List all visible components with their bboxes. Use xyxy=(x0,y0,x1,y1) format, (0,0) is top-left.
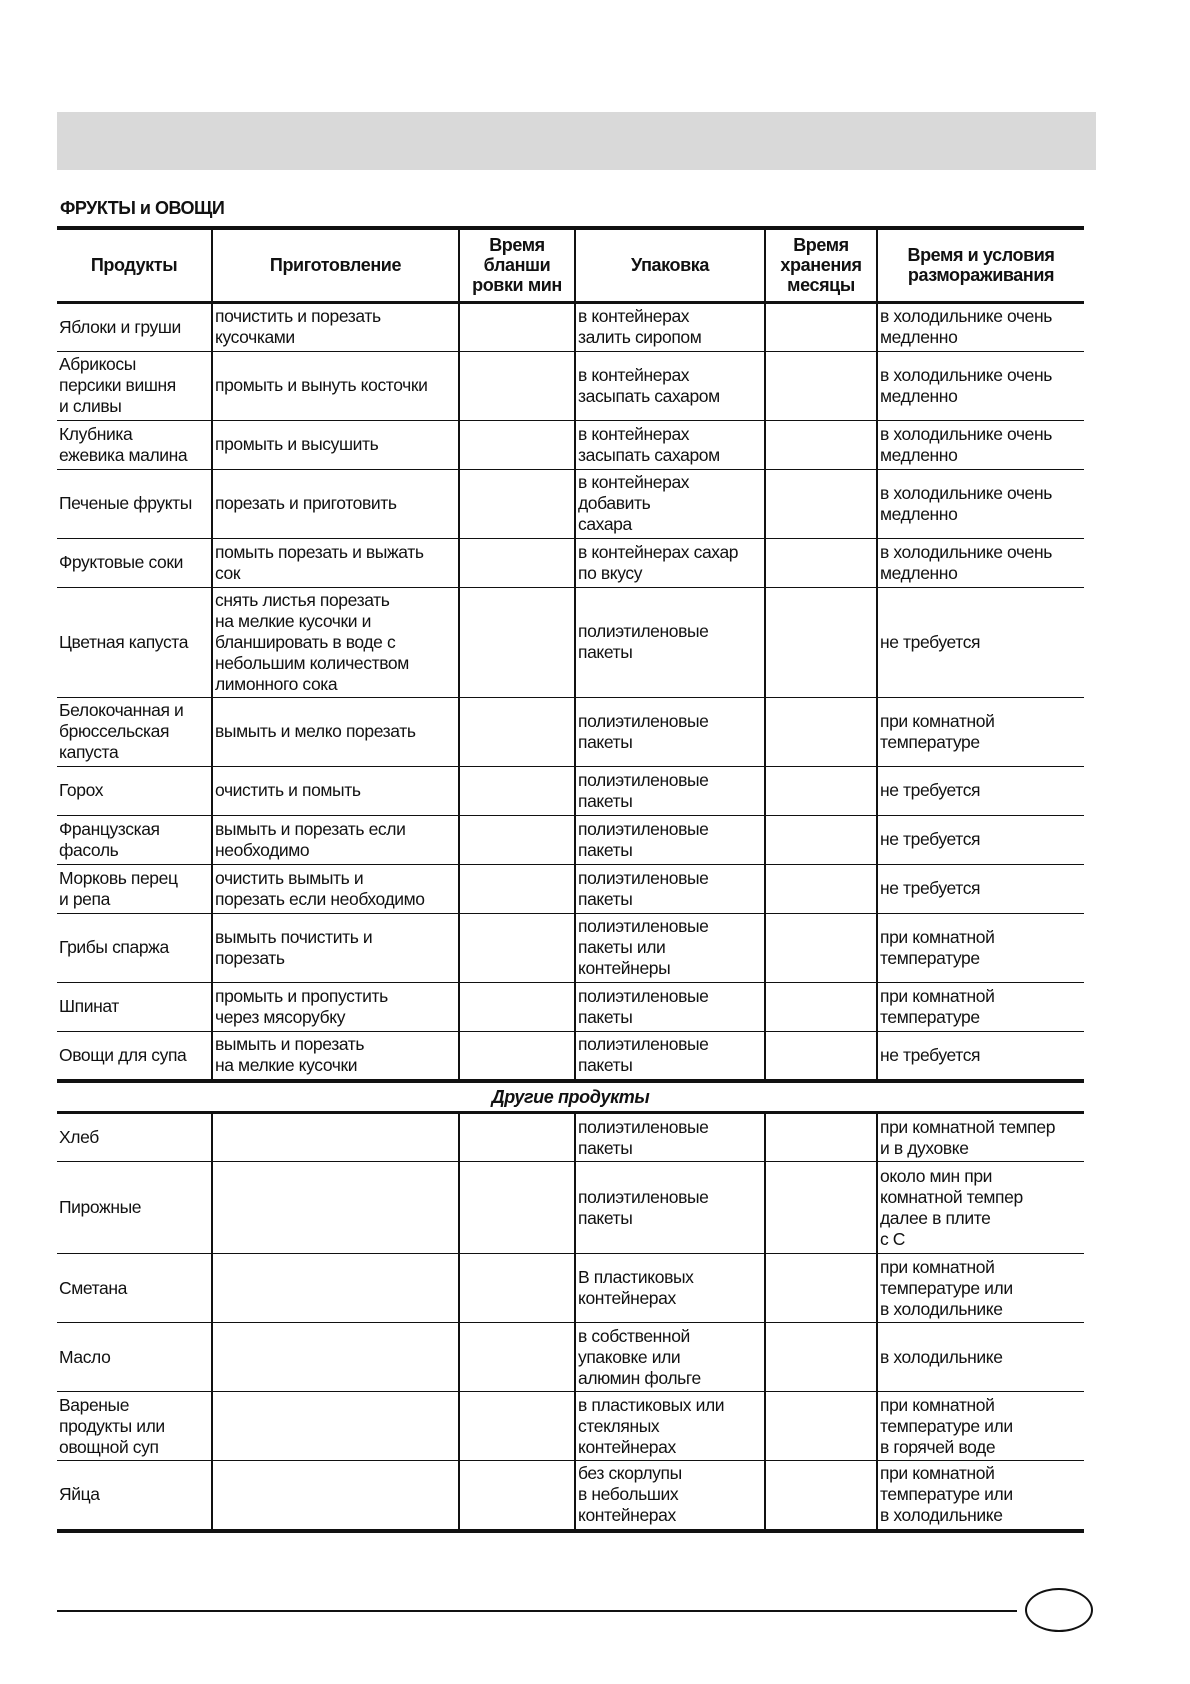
cell-storage xyxy=(765,697,877,766)
header-product: Продукты xyxy=(57,228,212,302)
cell-packaging: полиэтиленовые пакеты xyxy=(575,864,765,913)
cell-blanch xyxy=(459,1392,575,1461)
cell-blanch xyxy=(459,587,575,697)
cell-thaw: при комнатной температуре или в холодильнике xyxy=(877,1254,1084,1323)
cell-packaging: полиэтиленовые пакеты xyxy=(575,587,765,697)
table-row xyxy=(57,1323,1084,1392)
header-storage: Время хранения месяцы xyxy=(765,228,877,302)
cell-storage xyxy=(765,766,877,815)
cell-thaw: при комнатной температуре xyxy=(877,697,1084,766)
table-row xyxy=(57,538,1084,587)
cell-blanch xyxy=(459,302,575,351)
cell-thaw: в холодильнике очень медленно xyxy=(877,351,1084,420)
fruits-vegetables-body xyxy=(57,302,1084,1081)
cell-product: Печеные фрукты xyxy=(57,469,212,538)
cell-product: Яйца xyxy=(57,1461,212,1531)
cell-preparation xyxy=(212,1392,459,1461)
cell-storage xyxy=(765,587,877,697)
cell-preparation: вымыть и порезать на мелкие кусочки xyxy=(212,1031,459,1081)
cell-packaging: полиэтиленовые пакеты xyxy=(575,1162,765,1254)
cell-packaging: в контейнерах залить сиропом xyxy=(575,302,765,351)
table-row xyxy=(57,302,1084,351)
cell-thaw: не требуется xyxy=(877,864,1084,913)
table-row xyxy=(57,1392,1084,1461)
table-header-row xyxy=(57,228,1084,302)
cell-product: Абрикосы персики вишня и сливы xyxy=(57,351,212,420)
table-row xyxy=(57,697,1084,766)
cell-product: Сметана xyxy=(57,1254,212,1323)
cell-thaw: при комнатной температуре xyxy=(877,982,1084,1031)
cell-thaw: в холодильнике очень медленно xyxy=(877,538,1084,587)
cell-storage xyxy=(765,815,877,864)
cell-product: Яблоки и груши xyxy=(57,302,212,351)
cell-preparation: промыть и высушить xyxy=(212,420,459,469)
table-row xyxy=(57,1162,1084,1254)
cell-preparation: порезать и приготовить xyxy=(212,469,459,538)
cell-thaw: в холодильнике очень медленно xyxy=(877,420,1084,469)
cell-packaging: полиэтиленовые пакеты xyxy=(575,815,765,864)
table-row xyxy=(57,815,1084,864)
cell-product: Вареные продукты или овощной суп xyxy=(57,1392,212,1461)
cell-packaging: полиэтиленовые пакеты xyxy=(575,697,765,766)
cell-product: Цветная капуста xyxy=(57,587,212,697)
header-preparation: Приготовление xyxy=(212,228,459,302)
cell-product: Пирожные xyxy=(57,1162,212,1254)
cell-product: Овощи для супа xyxy=(57,1031,212,1081)
cell-product: Горох xyxy=(57,766,212,815)
cell-preparation: помыть порезать и выжать сок xyxy=(212,538,459,587)
cell-thaw: не требуется xyxy=(877,766,1084,815)
cell-preparation xyxy=(212,1461,459,1531)
cell-packaging: в собственной упаковке или алюмин фольге xyxy=(575,1323,765,1392)
cell-blanch xyxy=(459,913,575,982)
cell-packaging: В пластиковых контейнерах xyxy=(575,1254,765,1323)
cell-preparation: очистить вымыть и порезать если необходимо xyxy=(212,864,459,913)
cell-thaw: при комнатной температуре или в холодильнике xyxy=(877,1461,1084,1531)
cell-blanch xyxy=(459,982,575,1031)
cell-product: Шпинат xyxy=(57,982,212,1031)
cell-storage xyxy=(765,1392,877,1461)
cell-preparation: вымыть и мелко порезать xyxy=(212,697,459,766)
cell-thaw: при комнатной температуре xyxy=(877,913,1084,982)
freezing-table xyxy=(57,226,1084,1533)
cell-packaging: полиэтиленовые пакеты xyxy=(575,1031,765,1081)
cell-packaging: полиэтиленовые пакеты xyxy=(575,766,765,815)
table-row xyxy=(57,587,1084,697)
subsection-title: Другие продукты xyxy=(57,1081,1084,1113)
table-row xyxy=(57,1113,1084,1162)
section-title: ФРУКТЫ и ОВОЩИ xyxy=(60,198,225,218)
cell-thaw: не требуется xyxy=(877,587,1084,697)
subsection-row xyxy=(57,1081,1084,1113)
cell-storage xyxy=(765,1113,877,1162)
footer-rule xyxy=(57,1610,1017,1612)
header-band xyxy=(57,112,1096,170)
cell-storage xyxy=(765,1323,877,1392)
cell-preparation: промыть и пропустить через мясорубку xyxy=(212,982,459,1031)
other-products-body xyxy=(57,1113,1084,1531)
cell-preparation: почистить и порезать кусочками xyxy=(212,302,459,351)
cell-storage xyxy=(765,302,877,351)
cell-blanch xyxy=(459,815,575,864)
table-row xyxy=(57,351,1084,420)
cell-product: Хлеб xyxy=(57,1113,212,1162)
cell-product: Грибы спаржа xyxy=(57,913,212,982)
table-row xyxy=(57,1461,1084,1531)
cell-product: Морковь перец и репа xyxy=(57,864,212,913)
cell-preparation: вымыть и порезать если необходимо xyxy=(212,815,459,864)
header-thaw: Время и условия размораживания xyxy=(877,228,1084,302)
table-row xyxy=(57,982,1084,1031)
cell-storage xyxy=(765,982,877,1031)
cell-preparation: промыть и вынуть косточки xyxy=(212,351,459,420)
cell-blanch xyxy=(459,1461,575,1531)
table-row xyxy=(57,766,1084,815)
cell-thaw: не требуется xyxy=(877,815,1084,864)
cell-storage xyxy=(765,469,877,538)
cell-thaw: в холодильнике очень медленно xyxy=(877,469,1084,538)
cell-packaging: полиэтиленовые пакеты или контейнеры xyxy=(575,913,765,982)
cell-packaging: полиэтиленовые пакеты xyxy=(575,1113,765,1162)
cell-packaging: в пластиковых или стекляных контейнерах xyxy=(575,1392,765,1461)
cell-product: Французская фасоль xyxy=(57,815,212,864)
table-row xyxy=(57,420,1084,469)
cell-blanch xyxy=(459,351,575,420)
cell-storage xyxy=(765,1162,877,1254)
cell-thaw: при комнатной температуре или в горячей воде xyxy=(877,1392,1084,1461)
cell-preparation xyxy=(212,1113,459,1162)
table-row xyxy=(57,913,1084,982)
cell-blanch xyxy=(459,1323,575,1392)
cell-product: Белокочанная и брюссельская капуста xyxy=(57,697,212,766)
cell-blanch xyxy=(459,538,575,587)
page-number-oval xyxy=(1025,1588,1093,1632)
cell-product: Клубника ежевика малина xyxy=(57,420,212,469)
cell-thaw: при комнатной темпер и в духовке xyxy=(877,1113,1084,1162)
cell-storage xyxy=(765,1254,877,1323)
cell-packaging: в контейнерах добавить сахара xyxy=(575,469,765,538)
cell-thaw: в холодильнике xyxy=(877,1323,1084,1392)
cell-thaw: в холодильнике очень медленно xyxy=(877,302,1084,351)
cell-preparation: снять листья порезать на мелкие кусочки и бланшировать в воде с небольшим количеством лимонного сока xyxy=(212,587,459,697)
cell-thaw: около мин при комнатной темпер далее в плите с С xyxy=(877,1162,1084,1254)
cell-blanch xyxy=(459,1031,575,1081)
cell-storage xyxy=(765,864,877,913)
table-row xyxy=(57,469,1084,538)
cell-blanch xyxy=(459,420,575,469)
table-row xyxy=(57,1254,1084,1323)
cell-thaw: не требуется xyxy=(877,1031,1084,1081)
cell-packaging: без скорлупы в небольших контейнерах xyxy=(575,1461,765,1531)
cell-blanch xyxy=(459,469,575,538)
cell-packaging: в контейнерах сахар по вкусу xyxy=(575,538,765,587)
table-row xyxy=(57,1031,1084,1081)
cell-storage xyxy=(765,1461,877,1531)
cell-product: Масло xyxy=(57,1323,212,1392)
cell-blanch xyxy=(459,766,575,815)
cell-storage xyxy=(765,420,877,469)
cell-packaging: полиэтиленовые пакеты xyxy=(575,982,765,1031)
cell-blanch xyxy=(459,697,575,766)
cell-storage xyxy=(765,538,877,587)
cell-preparation xyxy=(212,1323,459,1392)
cell-packaging: в контейнерах засыпать сахаром xyxy=(575,351,765,420)
header-packaging: Упаковка xyxy=(575,228,765,302)
cell-product: Фруктовые соки xyxy=(57,538,212,587)
cell-blanch xyxy=(459,1254,575,1323)
cell-preparation xyxy=(212,1254,459,1323)
cell-preparation: вымыть почистить и порезать xyxy=(212,913,459,982)
freezing-table-container xyxy=(57,226,1084,1533)
cell-preparation: очистить и помыть xyxy=(212,766,459,815)
cell-storage xyxy=(765,351,877,420)
cell-storage xyxy=(765,913,877,982)
cell-storage xyxy=(765,1031,877,1081)
cell-blanch xyxy=(459,864,575,913)
cell-blanch xyxy=(459,1113,575,1162)
cell-preparation xyxy=(212,1162,459,1254)
table-row xyxy=(57,864,1084,913)
cell-packaging: в контейнерах засыпать сахаром xyxy=(575,420,765,469)
header-blanch: Время бланши ровки мин xyxy=(459,228,575,302)
cell-blanch xyxy=(459,1162,575,1254)
